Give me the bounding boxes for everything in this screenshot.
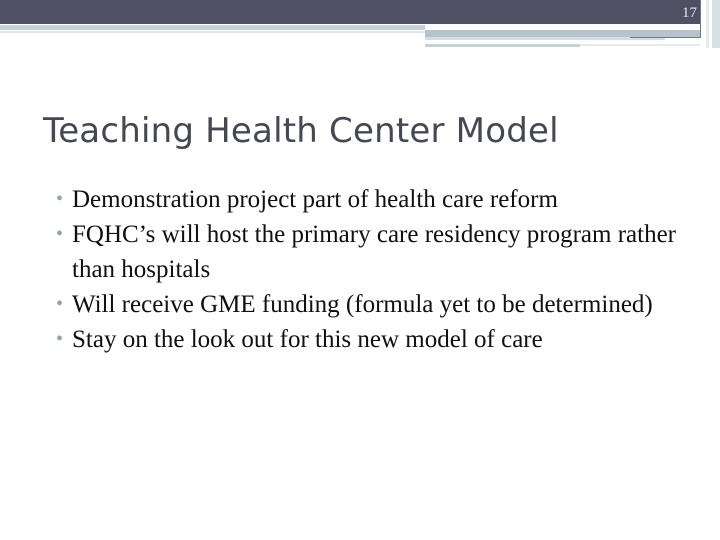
slide-number: 17 — [682, 5, 697, 21]
bullet-icon: • — [56, 188, 64, 210]
bullet-text: Demonstration project part of health care reform — [72, 186, 558, 213]
bullet-item — [47, 322, 697, 357]
bullet-text: Stay on the look out for this new model of care — [72, 326, 543, 353]
bullet-text: FQHC’s will host the primary care residency program rather than hospitals — [72, 221, 676, 283]
bullet-item — [47, 287, 697, 322]
bullet-list — [47, 182, 697, 357]
header-bar — [0, 0, 700, 24]
header-accent-strip — [0, 25, 425, 30]
header-accent-strip — [425, 37, 665, 40]
corner-decoration — [706, 0, 720, 48]
bullet-icon: • — [56, 328, 64, 350]
slide-title: Teaching Health Center Model — [43, 111, 559, 151]
bullet-icon: • — [56, 223, 64, 245]
header-accent-strip — [425, 44, 580, 47]
bullet-item — [47, 217, 697, 287]
corner-rule — [700, 0, 701, 37]
bullet-text: Will receive GME funding (formula yet to be determined) — [72, 291, 653, 318]
corner-rule — [630, 37, 701, 38]
bullet-item — [47, 182, 697, 217]
header-accent-strip — [580, 44, 700, 46]
header-accent-strip — [425, 30, 700, 37]
bullet-icon: • — [56, 293, 64, 315]
header-accent-strip — [0, 31, 425, 33]
